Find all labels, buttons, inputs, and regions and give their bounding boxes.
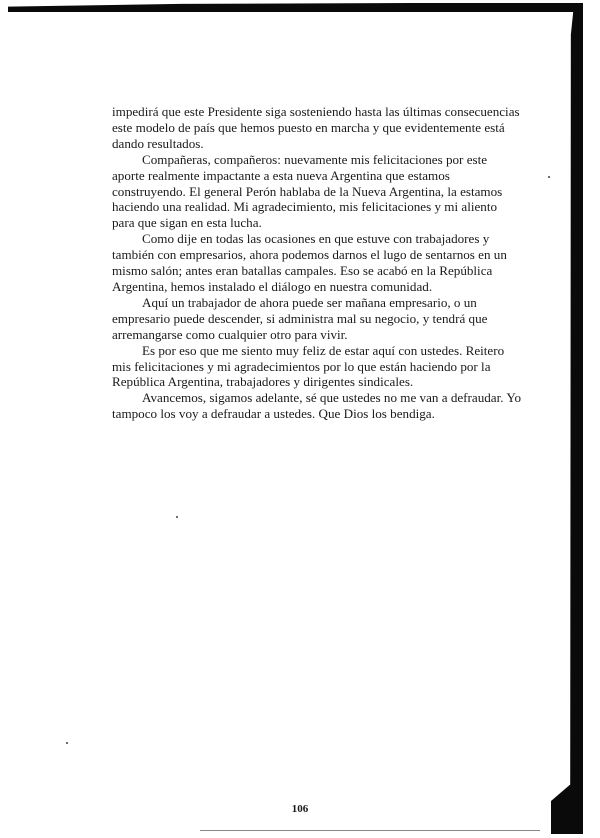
paragraph-1: impedirá que este Presidente siga sosteniendo hasta las últimas consecuencias este modelo de país que hemos puesto en marcha y que evidentemente está dando resultados. (112, 104, 520, 151)
paragraph-3: Como dije en todas las ocasiones en que estuve con trabajadores y también con empresarios, ahora podemos darnos el lugo de sentarnos en un mismo salón; antes eran batallas campales. Eso se acabó en la República Argentina, hemos instalado el diálogo en nuestra comunidad. (112, 231, 507, 294)
paragraph-6: Avancemos, sigamos adelante, sé que ustedes no me van a defraudar. Yo tampoco los voy a defraudar a ustedes. Que Dios los bendiga. (112, 390, 522, 422)
scan-speck (548, 176, 550, 178)
body-text (112, 104, 522, 422)
paragraph-2: Compañeras, compañeros: nuevamente mis felicitaciones por este aporte realmente impactante a esta nueva Argentina que estamos construyendo. El general Perón hablaba de la Nueva Argentina, la estamos haciendo una realidad. Mi agradecimiento, mis felicitaciones y mi aliento para que sigan en esta lucha. (112, 151, 503, 231)
scan-speck (176, 516, 178, 518)
scan-border-top (8, 3, 583, 12)
scan-speck (66, 742, 68, 744)
paragraph-5: Es por eso que me siento muy feliz de estar aquí con ustedes. Reitero mis felicitaciones y mi agradecimientos por lo que están haciendo por la República Argentina, trabajadores y dirigentes sindicales. (112, 342, 505, 390)
scan-border-right (551, 10, 583, 834)
scan-border-bottom (200, 830, 540, 831)
page-number: 106 (291, 803, 309, 815)
paragraph-4: Aquí un trabajador de ahora puede ser mañana empresario, o un empresario puede descender, si administra mal su negocio, y tendrá que arremangarse como cualquier otro para vivir. (112, 294, 488, 342)
